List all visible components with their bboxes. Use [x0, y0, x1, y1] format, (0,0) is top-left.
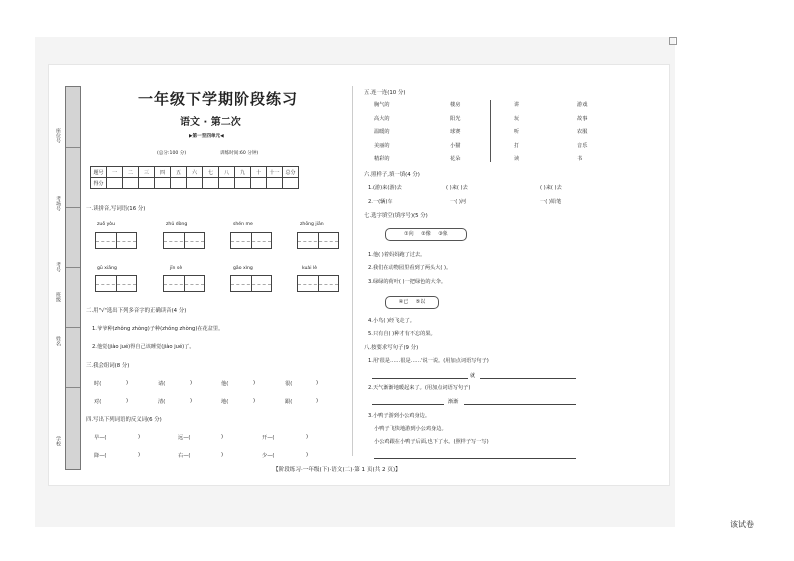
q1-heading: 一.读拼音,写词语(16 分)	[86, 206, 146, 212]
binding-divider	[66, 267, 80, 268]
writing-grid[interactable]	[95, 232, 137, 249]
score-cell: 四	[155, 167, 171, 178]
q4-item: )	[138, 434, 141, 440]
answer-line[interactable]	[480, 378, 576, 379]
match-item: 玩	[514, 116, 520, 122]
q7-sentence: 5.只有自( )种才有不忘的果。	[368, 331, 436, 337]
score-cell: 二	[123, 167, 139, 178]
pinyin: zhǔ dòng	[166, 222, 188, 227]
pinyin: kuài lè	[302, 266, 318, 271]
score-table	[90, 166, 299, 189]
answer-line[interactable]	[374, 458, 576, 459]
choice-bubble	[385, 228, 467, 241]
binding-label-name: 姓名	[55, 336, 61, 346]
q4-item: 右—(	[178, 453, 191, 459]
q8-connector: 就	[470, 373, 476, 379]
q2-heading: 二.用"√"选出下列多音字的正确读音(4 分)	[86, 308, 187, 314]
q8-prompt: 2.天气渐渐地暖起来了。(用加点词语写句子)	[368, 385, 471, 391]
writing-grid[interactable]	[297, 275, 339, 292]
pinyin: zhōng jiān	[300, 222, 324, 227]
time-limit: 训练时间:60 分钟)	[220, 151, 259, 156]
choice-bubble	[385, 296, 439, 309]
q3-item: )	[126, 380, 129, 386]
binding-divider	[66, 327, 80, 328]
q4-item: 远—(	[178, 435, 191, 441]
q3-heading: 三.我会组词(8 分)	[86, 363, 130, 369]
binding-label-class: 班级	[55, 292, 61, 302]
writing-grid[interactable]	[297, 232, 339, 249]
q4-item: )	[306, 452, 309, 458]
score-entry[interactable]	[107, 178, 123, 189]
page-footer: 【阶段练习·一年级(下)·语文(二)·第 1 页(共 2 页)】	[273, 467, 401, 473]
score-entry[interactable]	[235, 178, 251, 189]
match-item: 楼房	[450, 102, 461, 108]
score-cell: 五	[171, 167, 187, 178]
binding-divider	[66, 147, 80, 148]
match-item: 书	[577, 156, 583, 162]
score-cell: 七	[203, 167, 219, 178]
q8-example: 小公鸡跟在小鸭子后面,也下了水。(照样子写一写)	[374, 439, 489, 445]
score-entry[interactable]	[139, 178, 155, 189]
pinyin: gāo xìng	[233, 266, 253, 271]
q6-blank[interactable]: 一( )铅笔	[540, 199, 562, 205]
score-entry[interactable]	[123, 178, 139, 189]
q3-item: 他(	[221, 381, 229, 387]
total-score: (总分:100 分)	[157, 151, 187, 156]
pinyin: zuǒ yòu	[97, 222, 116, 227]
q3-item: )	[253, 398, 256, 404]
choice-option: ②像	[421, 231, 431, 237]
match-item: 阳光	[450, 116, 461, 122]
writing-grid[interactable]	[95, 275, 137, 292]
q3-item: 跟(	[285, 399, 293, 405]
q6-blank[interactable]: ( )来( )去	[446, 185, 468, 191]
binding-divider	[66, 387, 80, 388]
column-divider	[352, 86, 353, 456]
q5-heading: 五.连一连(10 分)	[364, 90, 406, 96]
binding-strip	[65, 86, 81, 470]
score-entry[interactable]	[203, 178, 219, 189]
match-item: 高大的	[374, 116, 390, 122]
score-entry[interactable]	[251, 178, 267, 189]
score-entry[interactable]	[187, 178, 203, 189]
binding-divider	[66, 207, 80, 208]
binding-label-number: 考号	[55, 262, 61, 272]
q3-item: 请(	[158, 381, 166, 387]
q3-item: )	[190, 398, 193, 404]
q6-heading: 六.照样子,填一填(4 分)	[364, 172, 420, 178]
choice-option: ④已	[398, 299, 409, 305]
q3-item: )	[316, 398, 319, 404]
match-item: 农服	[577, 129, 588, 135]
score-cell: 一	[107, 167, 123, 178]
match-divider	[490, 100, 491, 162]
pinyin: shén me	[233, 222, 253, 227]
q8-prompt: 3.小鸭子游到小公鸡身边。	[368, 413, 431, 419]
q4-item: 早—(	[94, 435, 107, 441]
q7-sentence: 3.绿绿的荷叶( )一把绿色的大伞。	[368, 279, 447, 285]
score-cell: 六	[187, 167, 203, 178]
q4-item: )	[306, 434, 309, 440]
binding-label-school: 学校	[55, 436, 61, 446]
q4-item: 开—(	[262, 435, 275, 441]
choice-option: ⑤以	[415, 299, 426, 305]
q8-heading: 八.按要求写句子(9 分)	[364, 345, 419, 351]
q3-item: 对(	[94, 399, 102, 405]
writing-grid[interactable]	[163, 232, 205, 249]
score-entry[interactable]	[283, 178, 299, 189]
q2-line: 2.他觉(jiào jué)得自己该睡觉(jiào jué)了。	[92, 344, 195, 350]
binding-label-seat: 座位号	[55, 128, 61, 143]
score-cell: 得分	[91, 178, 107, 189]
match-item: 美丽的	[374, 143, 390, 149]
q3-item: )	[126, 398, 129, 404]
q4-item: 降—(	[94, 453, 107, 459]
q3-item: 时(	[94, 381, 102, 387]
match-item: 读	[514, 156, 520, 162]
writing-grid[interactable]	[230, 232, 272, 249]
q3-item: )	[253, 380, 256, 386]
score-cell: 十	[251, 167, 267, 178]
score-cell: 总分	[283, 167, 299, 178]
q4-item: 少—(	[262, 453, 275, 459]
q8-connector: 渐渐	[448, 399, 459, 405]
writing-grid[interactable]	[163, 275, 205, 292]
score-cell: 八	[219, 167, 235, 178]
q6-blank[interactable]: ( )来( )去	[540, 185, 562, 191]
q6-example: 1.(游)来(游)去	[368, 185, 402, 191]
match-item: 温暖的	[374, 129, 390, 135]
q3-item: 清(	[158, 399, 166, 405]
score-entry[interactable]	[171, 178, 187, 189]
match-item: 球赛	[450, 129, 461, 135]
score-cell: 题号	[91, 167, 107, 178]
q4-item: )	[221, 452, 224, 458]
score-cell: 十一	[267, 167, 283, 178]
q4-heading: 四.写出下列词语的反义词(6 分)	[86, 417, 162, 423]
q7-sentence: 2.我们在动物园里看到了两头大( )。	[368, 265, 452, 271]
q3-item: 很(	[285, 381, 293, 387]
q4-item: )	[221, 434, 224, 440]
binding-label-room: 考场号	[55, 196, 61, 211]
pinyin: jīn sè	[170, 266, 183, 271]
corner-mark	[669, 37, 677, 45]
match-item: 打	[514, 143, 520, 149]
q2-line: 1.爷爷种(zhǒng zhòng)子种(zhǒng zhòng)在花盆里。	[92, 326, 224, 332]
q8-example: 小鸭子飞快地游到小公鸡身边。	[374, 426, 447, 432]
answer-line[interactable]	[372, 378, 468, 379]
caption-text: 该试卷	[730, 520, 754, 529]
answer-line[interactable]	[464, 404, 576, 405]
score-entry[interactable]	[155, 178, 171, 189]
q7-heading: 七.选字填空(填序号)(5 分)	[364, 213, 428, 219]
score-cell: 三	[139, 167, 155, 178]
q4-item: )	[138, 452, 141, 458]
match-item: 花朵	[450, 156, 461, 162]
score-entry[interactable]	[219, 178, 235, 189]
q7-sentence: 1.他( )着妈妈跑了过去。	[368, 252, 426, 258]
writing-grid[interactable]	[230, 275, 272, 292]
q3-item: )	[190, 380, 193, 386]
score-cell: 九	[235, 167, 251, 178]
match-item: 游戏	[577, 102, 588, 108]
choice-option: ①向	[404, 231, 414, 237]
match-item: 故事	[577, 116, 588, 122]
exam-title: 一年级下学期阶段练习	[138, 90, 299, 108]
q6-example: 2.一(辆)车	[368, 199, 393, 205]
q6-blank[interactable]: 一( )河	[450, 199, 467, 205]
answer-line[interactable]	[372, 404, 444, 405]
score-entry[interactable]	[267, 178, 283, 189]
match-item: 音乐	[577, 143, 588, 149]
match-item: 讲	[514, 102, 520, 108]
pinyin: gū xiāng	[97, 266, 117, 271]
choice-option: ③象	[438, 231, 448, 237]
match-item: 听	[514, 129, 520, 135]
unit-range: ▶第一至四单元◀	[189, 134, 224, 139]
match-item: 精彩的	[374, 156, 390, 162]
match-item: 小猫	[450, 143, 461, 149]
exam-subtitle: 语文 · 第二次	[180, 117, 241, 128]
q3-item: 地(	[221, 399, 229, 405]
q7-sentence: 4.小鸟( )经飞走了。	[368, 318, 415, 324]
match-item: 胸气的	[374, 102, 390, 108]
q8-prompt: 1.用'很是……很是……'说一说。(用加点词语写句子)	[368, 358, 489, 364]
q3-item: )	[316, 380, 319, 386]
